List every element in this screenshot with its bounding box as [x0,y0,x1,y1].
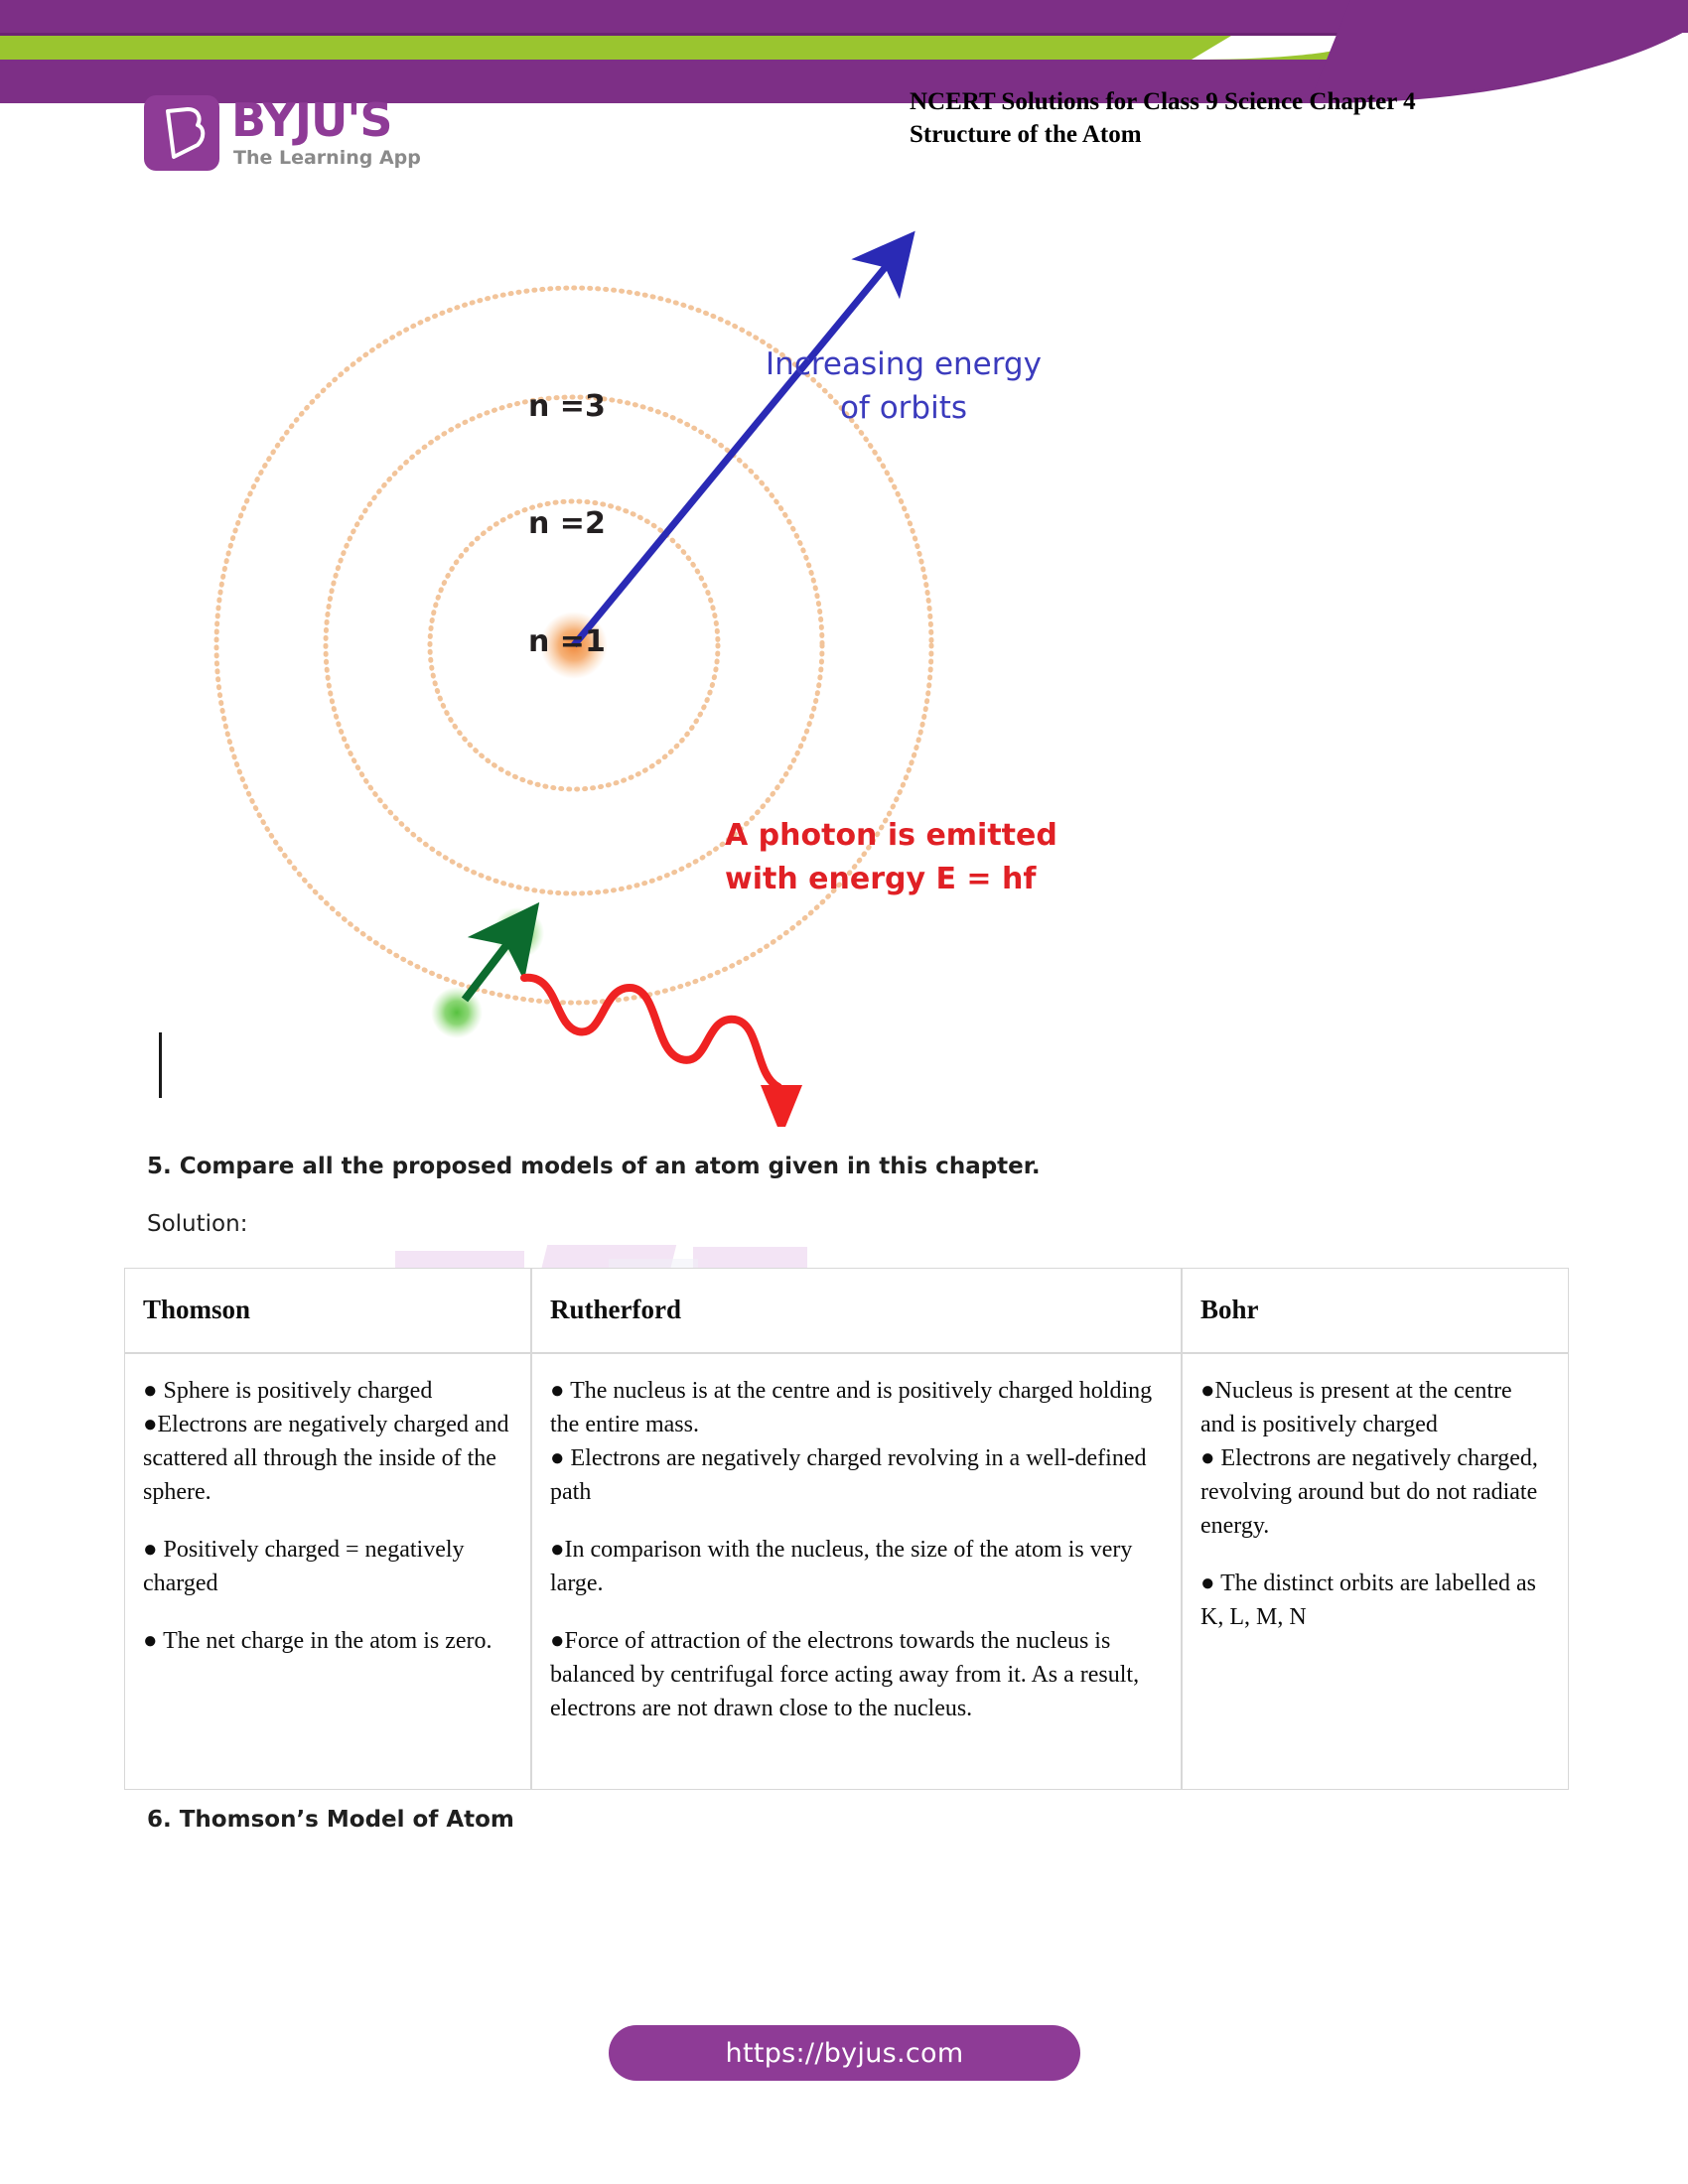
next-section-heading: 6. Thomson’s Model of Atom [147,1807,514,1833]
table-cell-bohr [1182,1353,1569,1790]
table-header-bohr: Bohr [1182,1268,1569,1353]
orbit-label-n3: n =3 [528,389,606,424]
table-header-row [124,1268,1569,1353]
list-item: ● Electrons are negatively charged revolving in a well-defined path [550,1445,1147,1505]
byjus-logo-wordmark: BYJU'S [231,93,392,147]
page-title-line-2: Structure of the Atom [910,121,1142,148]
atomic-models-comparison-table [124,1268,1569,1790]
table-row [124,1353,1569,1790]
page-title [910,85,1605,151]
table-cell-thomson [124,1353,531,1790]
list-item: ●Force of attraction of the electrons towards the nucleus is balanced by centrifugal force acting away from it. As a result, electrons are not drawn close to the nucleus. [550,1628,1140,1721]
table-header-rutherford: Rutherford [531,1268,1182,1353]
solution-label: Solution: [147,1211,248,1237]
text-cursor-caret [159,1032,162,1098]
list-item: ● The distinct orbits are labelled as K, L, M, N [1200,1570,1536,1630]
byjus-logo-mark-icon [144,95,219,171]
list-item: ●In comparison with the nucleus, the size of the atom is very large. [550,1537,1133,1596]
photon-emitted-line-2: with energy E = hf [725,862,1037,896]
electron-outer [431,987,483,1038]
list-item: ● Sphere is positively charged [143,1378,433,1404]
list-item: ● The nucleus is at the centre and is positively charged holding the entire mass. [550,1378,1153,1437]
question-heading: 5. Compare all the proposed models of an atom given in this chapter. [147,1154,1041,1179]
list-item: ● The net charge in the atom is zero. [143,1628,492,1654]
byjus-logo [144,91,442,199]
photon-emitted-annotation [725,814,1122,901]
increasing-energy-arrow [574,263,889,645]
list-item: ●Electrons are negatively charged and scattered all through the inside of the sphere. [143,1412,509,1505]
table-cell-rutherford [531,1353,1182,1790]
bohr-model-svg [129,194,1082,1127]
rutherford-points [550,1374,1163,1725]
list-item: ● Positively charged = negatively charged [143,1537,465,1596]
orbit-label-n2: n =2 [528,506,606,541]
bohr-model-diagram [129,194,1082,1127]
byjus-logo-tagline: The Learning App [233,147,421,169]
photon-emitted-line-1: A photon is emitted [725,818,1057,853]
footer-url-label: https://byjus.com [725,2037,964,2069]
page-title-line-1: NCERT Solutions for Class 9 Science Chapter 4 [910,88,1416,115]
list-item: ●Nucleus is present at the centre and is positively charged [1200,1378,1512,1437]
footer-url-button[interactable] [609,2025,1080,2081]
orbit-label-n1: n =1 [528,624,606,659]
increasing-energy-annotation [740,342,1067,430]
increasing-energy-line-1: Increasing energy [766,346,1042,382]
table-header-thomson: Thomson [124,1268,531,1353]
list-item: ● Electrons are negatively charged, revolving around but do not radiate energy. [1200,1445,1538,1539]
electron-transition-arrow [465,940,510,1000]
thomson-points [143,1374,512,1658]
bohr-points [1200,1374,1550,1634]
photon-arrowhead [761,1085,802,1127]
increasing-energy-line-2: of orbits [839,390,968,426]
